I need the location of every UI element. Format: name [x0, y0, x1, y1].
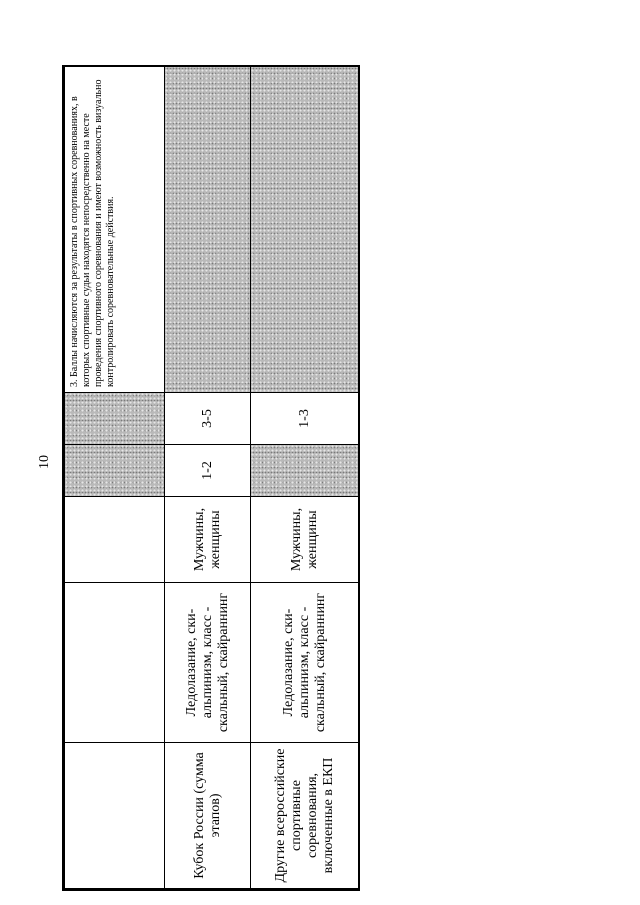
empty-cell-disciplines [65, 583, 165, 743]
empty-cell-gender [65, 497, 165, 583]
table-frame [62, 65, 360, 891]
shaded-cell [165, 67, 251, 393]
shaded-cell [65, 393, 165, 445]
empty-cell-competition [65, 743, 165, 889]
table-row-cup-russia [165, 67, 251, 889]
gender-cell: Мужчины, женщины [251, 497, 359, 583]
place-cell: 1-2 [165, 445, 251, 497]
disciplines-cell: Ледолазание, ски-альпинизм, класс - скальный, скайраннинг [251, 583, 359, 743]
rotated-table [64, 67, 358, 889]
shaded-cell [251, 445, 359, 497]
shaded-cell [251, 67, 359, 393]
requirements-table [64, 66, 359, 889]
page-number: 10 [37, 455, 52, 469]
table-row-note [65, 67, 165, 889]
competition-cell: Кубок России (сумма этапов) [165, 743, 251, 889]
place-cell: 1-3 [251, 393, 359, 445]
place-cell: 3-5 [165, 393, 251, 445]
shaded-cell [65, 445, 165, 497]
table-row-other-competitions [251, 67, 359, 889]
disciplines-cell: Ледолазание, ски-альпинизм, класс - скальный, скайраннинг [165, 583, 251, 743]
competition-cell: Другие всероссийские спортивные соревнования, включенные в ЕКП [251, 743, 359, 889]
gender-cell: Мужчины, женщины [165, 497, 251, 583]
note-cell: 3. Баллы начисляются за результаты в спортивных соревнованиях, в которых спортивные судьи находятся непосредственно на месте проведения спортивного соревнования и имеют возможность визуально контролировать соревновательные действия. [65, 67, 165, 393]
